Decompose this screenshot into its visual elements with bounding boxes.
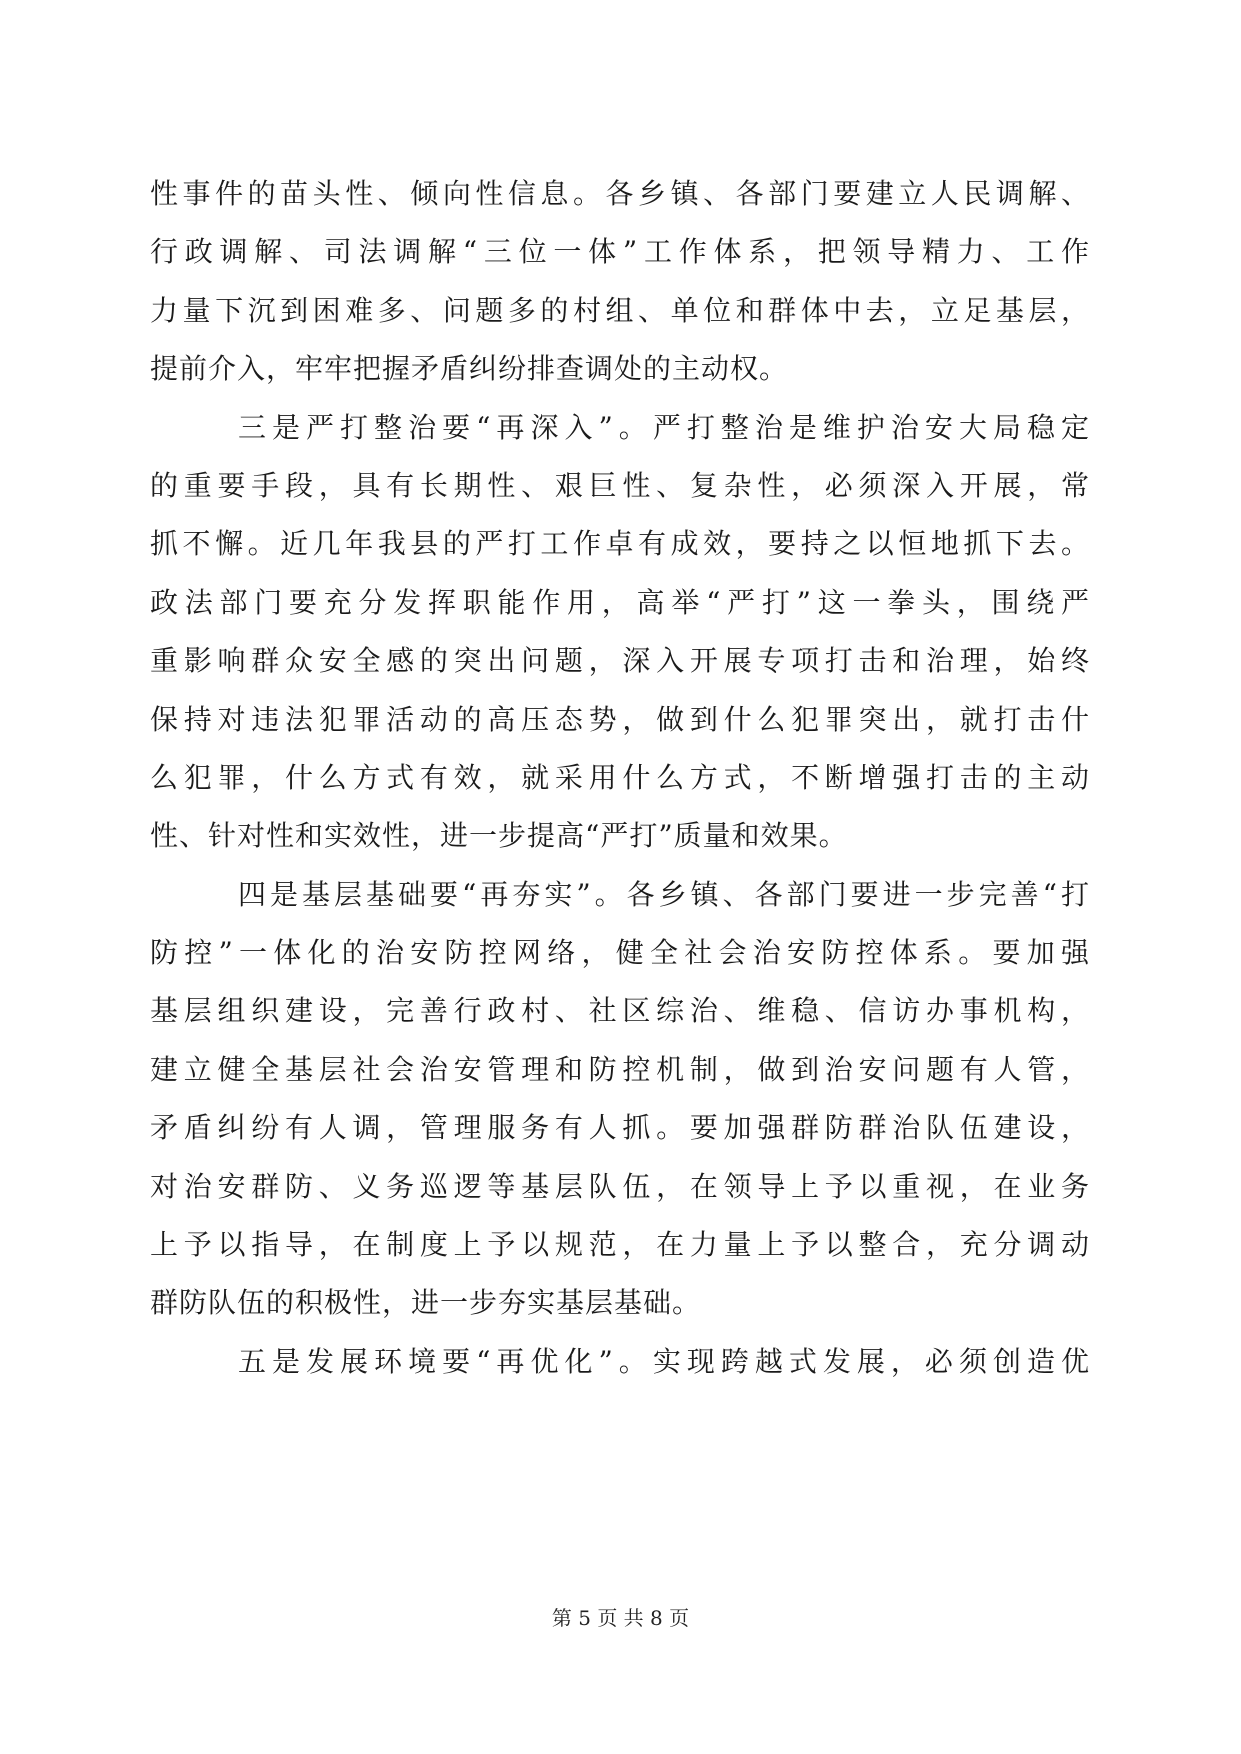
text-line: 性事件的苗头性、倾向性信息。各乡镇、各部门要建立人民调解、 xyxy=(150,177,1090,210)
text-line: 建立健全基层社会治安管理和防控机制，做到治安问题有人管， xyxy=(150,1052,1090,1086)
text-line: 行政调解、司法调解“三位一体”工作体系，把领导精力、工作 xyxy=(150,235,1090,269)
text-line: 力量下沉到困难多、问题多的村组、单位和群体中去，立足基层， xyxy=(150,293,1090,327)
text-line: 矛盾纠纷有人调，管理服务有人抓。要加强群防群治队伍建设， xyxy=(150,1111,1090,1145)
text-line: 三是严打整治要“再深入”。严打整治是维护治安大局稳定 xyxy=(238,410,1090,444)
text-line: 保持对违法犯罪活动的高压态势，做到什么犯罪突出，就打击什 xyxy=(150,702,1090,736)
page-number-footer: 第 5 页 共 8 页 xyxy=(551,1606,690,1630)
text-line: 五是发展环境要“再优化”。实现跨越式发展，必须创造优 xyxy=(238,1344,1090,1378)
text-line: 的重要手段，具有长期性、艰巨性、复杂性，必须深入开展，常 xyxy=(150,468,1090,502)
text-line: 么犯罪，什么方式有效，就采用什么方式，不断增强打击的主动 xyxy=(150,760,1090,794)
text-line: 性、针对性和实效性，进一步提高“严打”质量和效果。 xyxy=(150,819,848,853)
text-line: 四是基层基础要“再夯实”。各乡镇、各部门要进一步完善“打 xyxy=(238,877,1090,911)
text-line: 基层组织建设，完善行政村、社区综治、维稳、信访办事机构， xyxy=(150,994,1090,1028)
text-line: 提前介入，牢牢把握矛盾纠纷排查调处的主动权。 xyxy=(150,352,789,386)
text-line: 防控”一体化的治安防控网络，健全社会治安防控体系。要加强 xyxy=(150,936,1090,970)
text-line: 重影响群众安全感的突出问题，深入开展专项打击和治理，始终 xyxy=(150,644,1090,678)
text-line: 上予以指导，在制度上予以规范，在力量上予以整合，充分调动 xyxy=(150,1228,1090,1262)
text-line: 抓不懈。近几年我县的严打工作卓有成效，要持之以恒地抓下去。 xyxy=(150,527,1090,561)
text-line: 政法部门要充分发挥职能作用，高举“严打”这一拳头，围绕严 xyxy=(150,585,1090,619)
text-line: 群防队伍的积极性，进一步夯实基层基础。 xyxy=(150,1286,702,1320)
text-line: 对治安群防、义务巡逻等基层队伍，在领导上予以重视，在业务 xyxy=(150,1169,1090,1203)
body-text xyxy=(150,165,1090,1391)
